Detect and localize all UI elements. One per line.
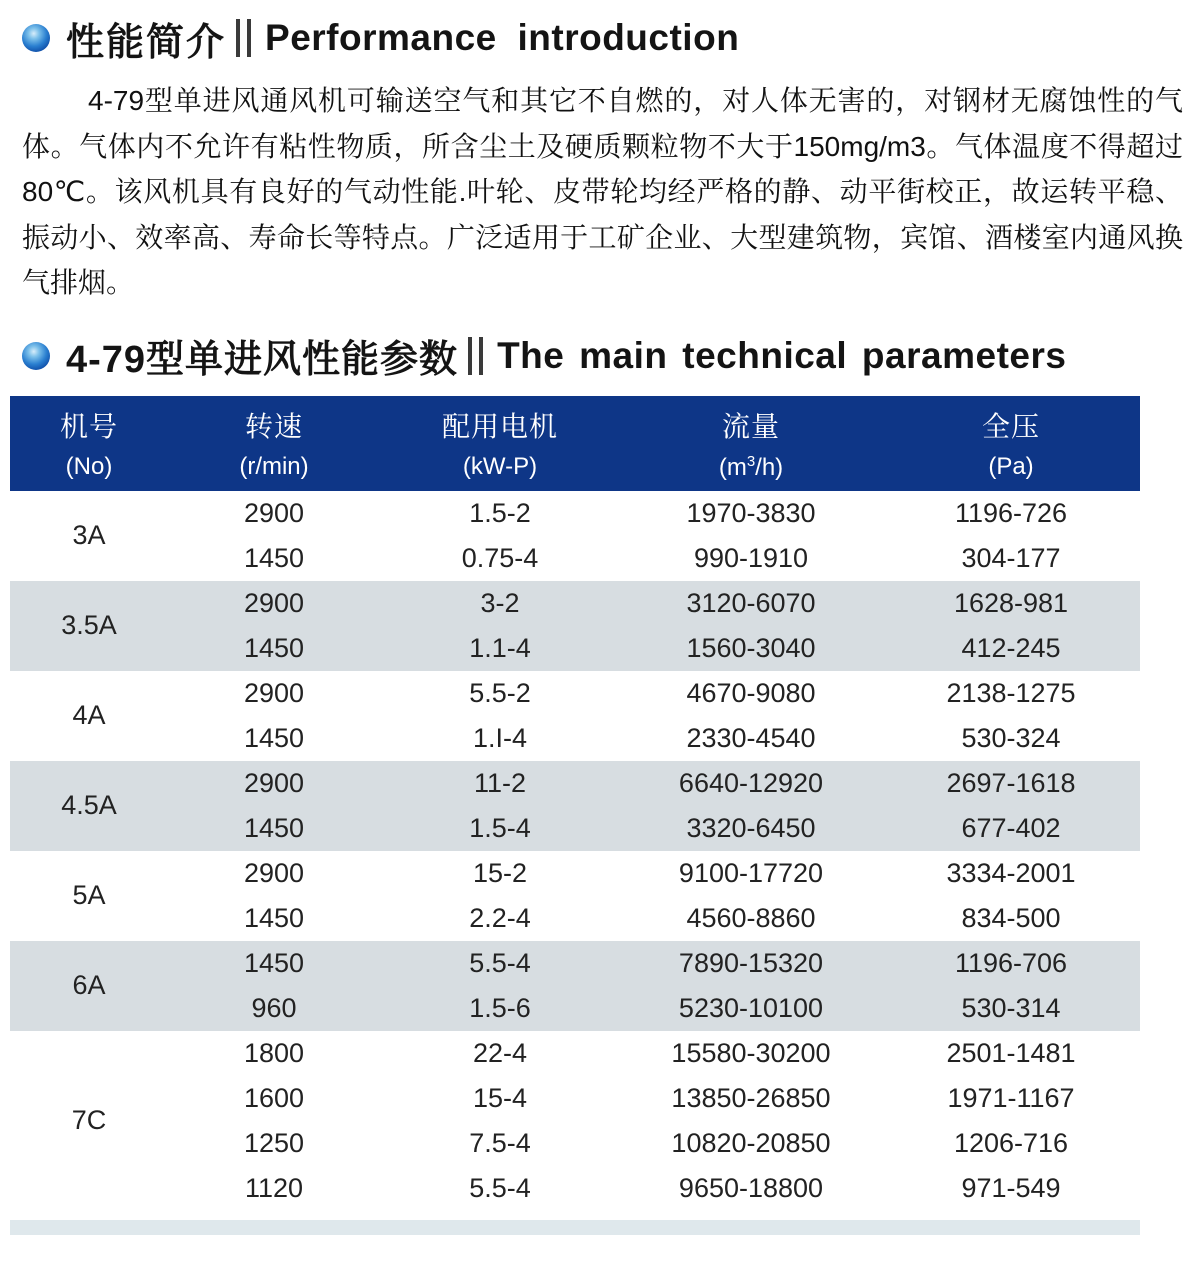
data-cell: 2330-4540 xyxy=(686,722,816,753)
data-cell: 4560-8860 xyxy=(686,902,816,933)
data-cell: 412-245 xyxy=(961,632,1061,663)
data-cell: 1250 xyxy=(243,1127,305,1158)
data-cell: 1600 xyxy=(243,1082,305,1113)
data-cell: 677-402 xyxy=(961,812,1061,843)
model-cell: 6A xyxy=(72,970,106,1000)
table-row xyxy=(10,536,1140,581)
data-cell: 1196-726 xyxy=(954,497,1068,528)
data-cell: 2900 xyxy=(243,767,305,798)
data-cell: 1.5-6 xyxy=(469,992,531,1023)
data-cell: 22-4 xyxy=(472,1037,528,1068)
data-cell: 960 xyxy=(251,992,297,1023)
table-row xyxy=(10,851,1140,896)
double-bar-separator-icon xyxy=(468,337,483,375)
data-cell: 5230-10100 xyxy=(678,992,824,1023)
column-header xyxy=(168,396,380,491)
data-cell: 15-2 xyxy=(472,857,528,888)
model-cell: 7C xyxy=(71,1105,107,1135)
data-cell: 7.5-4 xyxy=(469,1127,531,1158)
data-cell: 15580-30200 xyxy=(671,1037,831,1068)
table-row xyxy=(10,671,1140,716)
parameters-table xyxy=(10,396,1140,1211)
data-cell: 1971-1167 xyxy=(947,1082,1075,1113)
data-cell: 971-549 xyxy=(961,1172,1061,1203)
data-cell: 2697-1618 xyxy=(946,767,1076,798)
column-header-unit: (r/min) xyxy=(239,453,309,480)
data-cell: 990-1910 xyxy=(693,542,809,573)
data-cell: 3-2 xyxy=(480,587,520,618)
data-cell: 2900 xyxy=(243,677,305,708)
blue-sphere-bullet-icon xyxy=(22,342,50,370)
data-cell: 2900 xyxy=(243,587,305,618)
double-bar-separator-icon xyxy=(236,19,251,57)
data-cell: 1.1-4 xyxy=(469,632,531,663)
heading-chinese: 性能简介 xyxy=(66,21,227,64)
column-header xyxy=(10,396,168,491)
data-cell: 0.75-4 xyxy=(461,542,539,573)
column-header-unit: (kW-P) xyxy=(462,453,538,480)
model-group-4A xyxy=(10,671,1140,761)
data-cell: 3320-6450 xyxy=(686,812,816,843)
data-cell: 2900 xyxy=(243,857,305,888)
data-cell: 10820-20850 xyxy=(671,1127,831,1158)
model-cell: 4A xyxy=(72,700,106,730)
blue-sphere-bullet-icon xyxy=(22,24,50,52)
column-header-cn: 转速 xyxy=(244,411,303,442)
column-header xyxy=(882,396,1140,491)
data-cell: 5.5-4 xyxy=(469,947,531,978)
data-cell: 13850-26850 xyxy=(671,1082,831,1113)
data-cell: 1196-706 xyxy=(954,947,1068,978)
data-cell: 1450 xyxy=(243,902,305,933)
column-header xyxy=(380,396,620,491)
heading-english: Performance introduction xyxy=(265,17,740,58)
data-cell: 2138-1275 xyxy=(946,677,1076,708)
model-cell: 4.5A xyxy=(61,790,117,820)
table-row xyxy=(10,626,1140,671)
data-cell: 11-2 xyxy=(473,767,527,798)
table-row xyxy=(10,1031,1140,1076)
data-cell: 304-177 xyxy=(961,542,1061,573)
data-cell: 1120 xyxy=(244,1172,304,1203)
model-group-5A xyxy=(10,851,1140,941)
technical-parameters-heading xyxy=(22,332,1201,380)
model-group-7C xyxy=(10,1031,1140,1211)
data-cell: 1450 xyxy=(243,812,305,843)
data-cell: 1450 xyxy=(243,722,305,753)
header-row xyxy=(10,396,1140,491)
model-cell: 5A xyxy=(72,880,106,910)
data-cell: 1560-3040 xyxy=(686,632,816,663)
table-header xyxy=(10,396,1140,491)
table-row xyxy=(10,986,1140,1031)
column-header-unit: (Pa) xyxy=(988,453,1034,480)
table-row xyxy=(10,581,1140,626)
data-cell: 15-4 xyxy=(472,1082,528,1113)
data-cell: 5.5-2 xyxy=(469,677,531,708)
data-cell: 6640-12920 xyxy=(678,767,824,798)
data-cell: 2.2-4 xyxy=(469,902,531,933)
table-row xyxy=(10,716,1140,761)
data-cell: 3120-6070 xyxy=(686,587,816,618)
column-header-cn: 机号 xyxy=(59,411,118,442)
data-cell: 2501-1481 xyxy=(946,1037,1076,1068)
table-row xyxy=(10,896,1140,941)
performance-intro-heading xyxy=(22,14,1201,62)
performance-intro-paragraph: 4-79型单进风通风机可输送空气和其它不自燃的，对人体无害的，对钢材无腐蚀性的气体。气体内不允许有粘性物质，所含尘土及硬质颗粒物不大于150mg/m3。气体温度不得超过80℃。该风机具有良好的气动性能.叶轮、皮带轮均经严格的静、动平街校正，故运转平稳、振动小、效率高、寿命长等特点。广泛适用于工矿企业、大型建筑物，宾馆、酒楼室内通风换气排烟。 xyxy=(22,85,1183,298)
data-cell: 1628-981 xyxy=(953,587,1069,618)
table-row xyxy=(10,806,1140,851)
data-cell: 1450 xyxy=(243,632,305,663)
data-cell: 1800 xyxy=(243,1037,305,1068)
table-row xyxy=(10,1121,1140,1166)
data-cell: 9100-17720 xyxy=(678,857,824,888)
column-header-unit: $(m^3/h)$ xyxy=(718,452,784,481)
data-cell: 2900 xyxy=(243,497,305,528)
model-group-3.5A xyxy=(10,581,1140,671)
model-group-4.5A xyxy=(10,761,1140,851)
table-row xyxy=(10,1166,1140,1211)
data-cell: 3334-2001 xyxy=(946,857,1076,888)
data-cell: 1206-716 xyxy=(953,1127,1069,1158)
data-cell: 1970-3830 xyxy=(686,497,816,528)
table-row xyxy=(10,1076,1140,1121)
model-cell: 3.5A xyxy=(61,610,117,640)
model-cell: 3A xyxy=(72,520,106,550)
data-cell: 834-500 xyxy=(961,902,1061,933)
model-group-6A xyxy=(10,941,1140,1031)
column-header-cn: 全压 xyxy=(981,411,1040,442)
data-cell: 1450 xyxy=(243,542,305,573)
column-header-unit: (No) xyxy=(65,453,113,480)
data-cell: 530-324 xyxy=(961,722,1061,753)
heading-chinese: 4-79型单进风性能参数 xyxy=(66,339,459,381)
data-cell: 1.I-4 xyxy=(472,722,528,753)
table-row xyxy=(10,941,1140,986)
model-group-3A xyxy=(10,491,1140,581)
data-cell: 1.5-4 xyxy=(469,812,531,843)
column-header xyxy=(620,396,882,491)
data-cell: 530-314 xyxy=(961,992,1061,1023)
data-cell: 9650-18800 xyxy=(678,1172,824,1203)
column-header-cn: 配用电机 xyxy=(441,411,558,442)
column-header-cn: 流量 xyxy=(721,410,780,442)
table-row xyxy=(10,491,1140,536)
data-cell: 5.5-4 xyxy=(469,1172,531,1203)
data-cell: 4670-9080 xyxy=(686,677,816,708)
data-cell: 1450 xyxy=(243,947,305,978)
data-cell: 7890-15320 xyxy=(678,947,824,978)
truncated-next-row-strip xyxy=(10,1220,1140,1235)
table-row xyxy=(10,761,1140,806)
heading-english: The main technical parameters xyxy=(497,334,1067,376)
data-cell: 1.5-2 xyxy=(469,497,531,528)
